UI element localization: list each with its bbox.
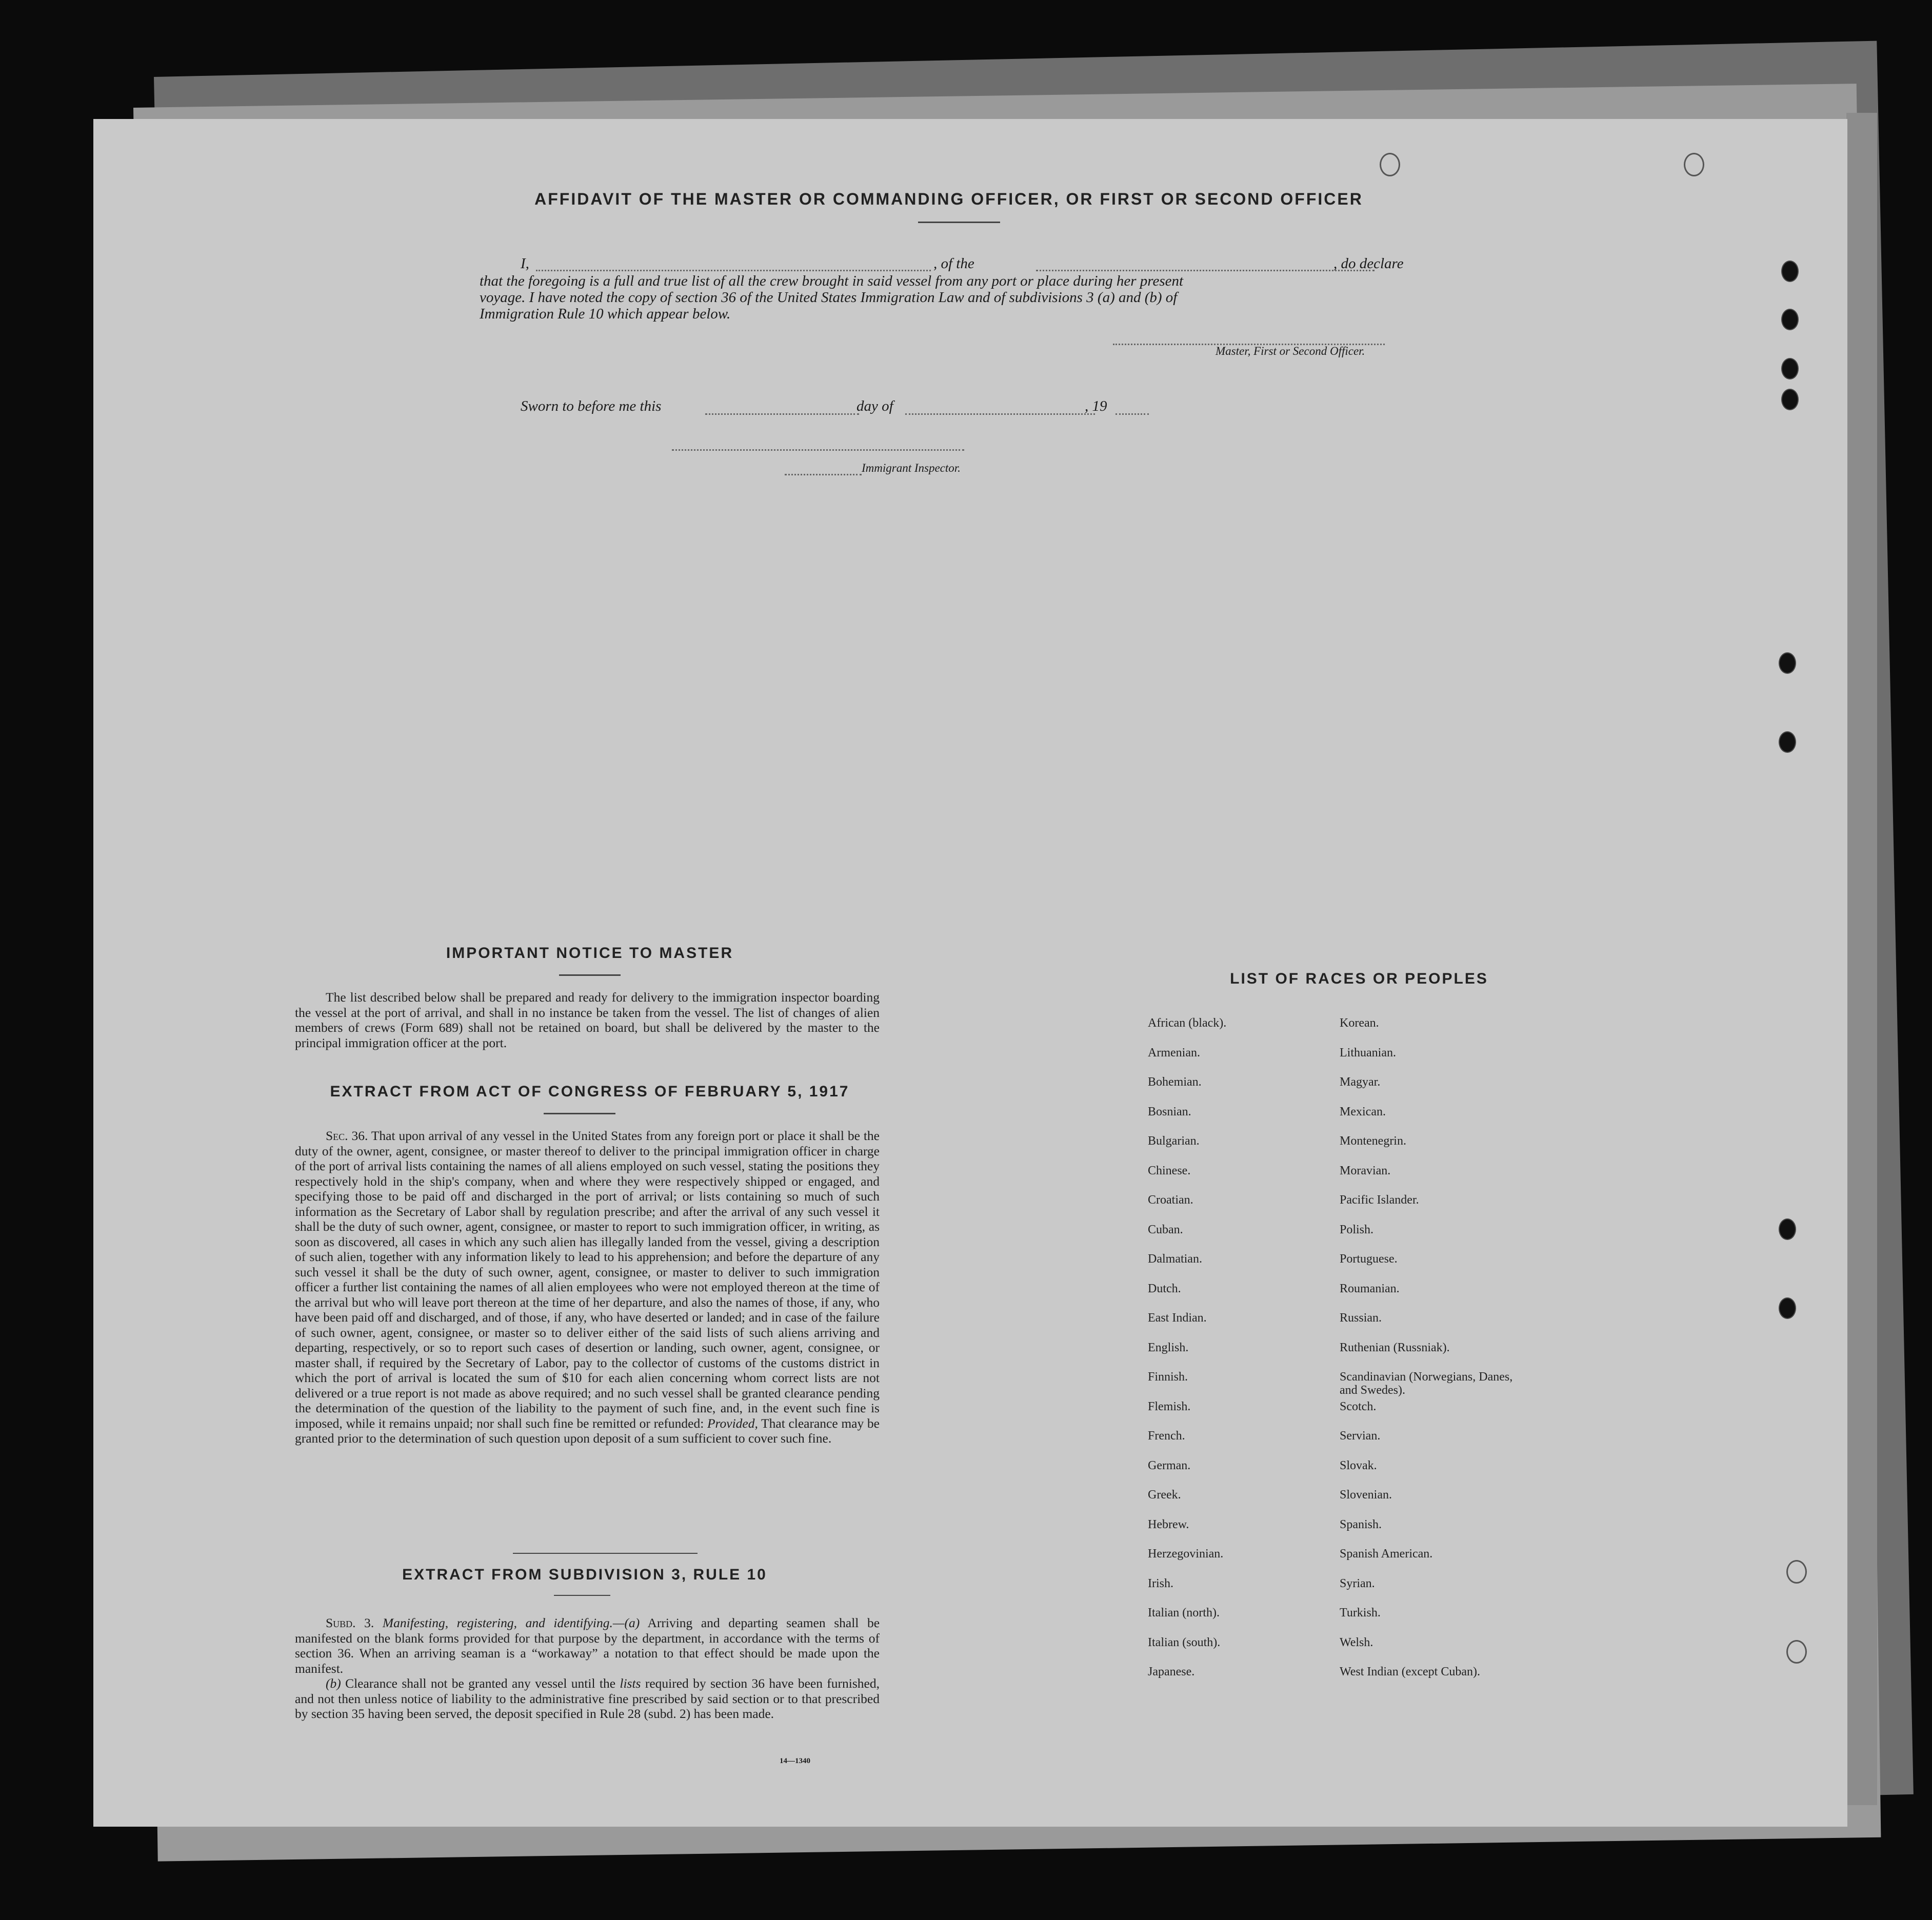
race-item: Armenian.: [1148, 1046, 1200, 1059]
do-declare-label: , do declare: [1333, 255, 1404, 272]
rule-subd-a: [295, 1615, 880, 1676]
race-item: Bohemian.: [1148, 1075, 1202, 1089]
race-item: Moravian.: [1340, 1164, 1391, 1177]
notice-title: IMPORTANT NOTICE TO MASTER: [446, 945, 734, 962]
race-item: Greek.: [1148, 1488, 1181, 1502]
name-field[interactable]: [536, 270, 931, 271]
inspector-label: Immigrant Inspector.: [862, 462, 961, 474]
punch-hole-icon: [1684, 153, 1704, 176]
race-item: Syrian.: [1340, 1576, 1375, 1590]
subd-b-text-2: required by section 36 have been furnished, and not then unless notice of liability to the administrative fine prescribed by said section or to that prescribed by section 35 having been served, the deposit specified in Rule 28 (subd. 2) has been made.: [295, 1676, 880, 1721]
day-field[interactable]: [705, 413, 859, 415]
vessel-field[interactable]: [1036, 270, 1375, 271]
punch-hole-icon: [1781, 261, 1799, 282]
punch-hole-icon: [1781, 358, 1799, 379]
affidavit-line-1: that the foregoing is a full and true list of all the crew brought in said vessel from any port or place during her present: [480, 273, 1184, 289]
inspector-signature-field[interactable]: [672, 449, 964, 451]
race-item: Dutch.: [1148, 1282, 1181, 1295]
race-item: Herzegovinian.: [1148, 1547, 1224, 1561]
race-item: Welsh.: [1340, 1635, 1373, 1649]
race-item: East Indian.: [1148, 1311, 1207, 1325]
divider: [554, 1595, 610, 1596]
subd-b-label: (b): [326, 1676, 341, 1691]
divider: [544, 1113, 615, 1114]
race-item: Flemish.: [1148, 1399, 1191, 1413]
races-column-2: [1340, 1016, 1529, 1695]
punch-hole-icon: [1781, 389, 1799, 410]
race-item: Mexican.: [1340, 1105, 1386, 1118]
race-item: Scotch.: [1340, 1399, 1377, 1413]
race-item: Japanese.: [1148, 1665, 1195, 1678]
race-item: Finnish.: [1148, 1370, 1188, 1384]
year-field[interactable]: [1116, 413, 1149, 415]
race-item: Korean.: [1340, 1016, 1379, 1030]
divider: [513, 1553, 698, 1554]
race-item: Irish.: [1148, 1576, 1173, 1590]
inspector-signature-field-2[interactable]: [785, 474, 862, 475]
punch-hole-icon: [1786, 1640, 1807, 1664]
day-of-label: day of: [857, 398, 893, 414]
race-item: Montenegrin.: [1340, 1134, 1406, 1148]
month-field[interactable]: [905, 413, 1095, 415]
punch-hole-icon: [1779, 1218, 1796, 1240]
subd-b-text-1: Clearance shall not be granted any vessel until the: [341, 1676, 620, 1691]
i-label: I,: [521, 255, 529, 272]
race-item: Lithuanian.: [1340, 1046, 1396, 1059]
rule-title: EXTRACT FROM SUBDIVISION 3, RULE 10: [402, 1566, 767, 1583]
race-item: Polish.: [1340, 1223, 1374, 1236]
race-item: German.: [1148, 1458, 1191, 1472]
sworn-line: [521, 398, 1162, 418]
race-item: Ruthenian (Russniak).: [1340, 1341, 1450, 1354]
form-number: 14—1340: [780, 1757, 810, 1765]
punch-hole-icon: [1380, 153, 1400, 176]
punch-hole-icon: [1786, 1560, 1807, 1584]
act-text-part-2: That clearance may be granted prior to the determination of such question upon deposit of a sum sufficient to cover such fine.: [295, 1415, 880, 1446]
signature-label: Master, First or Second Officer.: [1216, 345, 1365, 357]
race-item: Croatian.: [1148, 1193, 1193, 1207]
race-item: African (black).: [1148, 1016, 1227, 1030]
rule-subd-b: [295, 1676, 880, 1722]
race-item: West Indian (except Cuban).: [1340, 1665, 1480, 1678]
punch-hole-icon: [1781, 309, 1799, 330]
subd-title: Manifesting, registering, and identifying.: [382, 1615, 613, 1630]
race-item: Roumanian.: [1340, 1282, 1400, 1295]
race-item: Cuban.: [1148, 1223, 1183, 1236]
underlying-page-edge: [1846, 113, 1877, 1805]
affidavit-declaration: [480, 255, 1439, 322]
subd-b-lists: lists: [620, 1676, 641, 1691]
affidavit-line-2: voyage. I have noted the copy of section 36 of the United States Immigration Law and of subdivisions 3 (a) and (b) of: [480, 289, 1178, 306]
sec-label: Sec. 36.: [326, 1128, 368, 1143]
punch-hole-icon: [1779, 652, 1796, 674]
races-column-1: [1148, 1016, 1226, 1695]
race-item: Russian.: [1340, 1311, 1382, 1325]
race-item: Magyar.: [1340, 1075, 1381, 1089]
race-item: Hebrew.: [1148, 1517, 1189, 1531]
race-item: French.: [1148, 1429, 1185, 1443]
race-item: Pacific Islander.: [1340, 1193, 1419, 1207]
race-item: English.: [1148, 1341, 1189, 1354]
race-item: Chinese.: [1148, 1164, 1191, 1177]
punch-hole-icon: [1779, 731, 1796, 753]
affidavit-title: AFFIDAVIT OF THE MASTER OR COMMANDING OFFICER, OR FIRST OR SECOND OFFICER: [534, 190, 1363, 208]
notice-text: The list described below shall be prepared and ready for delivery to the immigration inspector boarding the vessel at the port of arrival, and shall in no instance be taken from the vessel. The list of changes of alien members of crews (Form 689) shall not be retained on board, but shall be delivered by the master to the principal immigration officer at the port.: [295, 990, 880, 1050]
divider: [559, 974, 621, 976]
race-item: Scandinavian (Norwegians, Danes, and Swedes).: [1340, 1370, 1513, 1397]
provided-label: Provided,: [707, 1415, 758, 1431]
act-text-part-1: That upon arrival of any vessel in the United States from any foreign port or place it shall be the duty of the owner, agent, consignee, or master thereof to deliver to the principal immigration officer in charge of the port of arrival lists containing the names of all aliens employed on such vessel, stating the positions they respectively hold in the ship's company, when and where they were respectively shipped or engaged, and specifying those to be paid off and discharged in the port of arrival; or lists containing so much of such information as the Secretary of Labor shall by regulation prescribe; and after the arrival of any such vessel it shall be the duty of such owner, agent, consignee, or master to report to such immigration officer, in writing, as soon as discovered, all cases in which any such alien has illegally landed from the vessel, giving a description of such alien, together with any information likely to lead to his apprehension; and before the departure of any such vessel it shall be the duty of such owner, agent, consignee, or master to deliver to such immigration officer a further list containing the names of all alien employees who were not employed thereon at the time of the arrival but who will leave port thereon at the time of her departure, and also the names of those, if any, who have been paid off and discharged, and of those, if any, who have deserted or landed; and in case of the failure of such owner, agent, consignee, or master so to deliver either of the said lists of such aliens arriving and departing, respectively, or so to report such cases of desertion or landing, such owner, agent, consignee, or master shall, if required by the Secretary of Labor, pay to the collector of customs of the customs district in which the port of arrival is located the sum of $10 for each alien concerning whom correct lists are not delivered or a true report is not made as above required; and no such vessel shall be granted clearance pending the determination of the question of the liability to the payment of such fine, and, in the event such fine is imposed, while it remains unpaid; nor shall such fine be remitted or refunded:: [295, 1128, 880, 1431]
race-item: Spanish.: [1340, 1517, 1382, 1531]
subd-a-text: Arriving and departing seamen shall be manifested on the blank forms provided for that purpose by the department, in accordance with the terms of section 36. When an arriving seaman is a “workaway” a notation to that effect should be made upon the manifest.: [295, 1615, 880, 1676]
punch-hole-icon: [1779, 1297, 1796, 1319]
race-item: Slovak.: [1340, 1458, 1377, 1472]
race-item: Servian.: [1340, 1429, 1381, 1443]
race-item: Bulgarian.: [1148, 1134, 1200, 1148]
act-title: EXTRACT FROM ACT OF CONGRESS OF FEBRUARY 5, 1917: [330, 1083, 850, 1100]
race-item: Bosnian.: [1148, 1105, 1191, 1118]
race-item: Turkish.: [1340, 1606, 1381, 1619]
race-item: Spanish American.: [1340, 1547, 1433, 1561]
subd-label: Subd. 3.: [326, 1615, 374, 1630]
sworn-prefix: Sworn to before me this: [521, 398, 662, 414]
divider: [918, 222, 1000, 223]
races-title: LIST OF RACES OR PEOPLES: [1230, 970, 1488, 987]
race-item: Italian (south).: [1148, 1635, 1221, 1649]
race-item: Slovenian.: [1340, 1488, 1392, 1502]
race-item: Dalmatian.: [1148, 1252, 1202, 1266]
of-the-label: , of the: [933, 255, 974, 272]
race-item: Italian (north).: [1148, 1606, 1220, 1619]
year-prefix: , 19: [1085, 398, 1107, 414]
act-text: [295, 1128, 880, 1446]
race-item: Portuguese.: [1340, 1252, 1398, 1266]
subd-a-label: —(a): [612, 1615, 640, 1630]
affidavit-line-3: Immigration Rule 10 which appear below.: [480, 306, 731, 322]
